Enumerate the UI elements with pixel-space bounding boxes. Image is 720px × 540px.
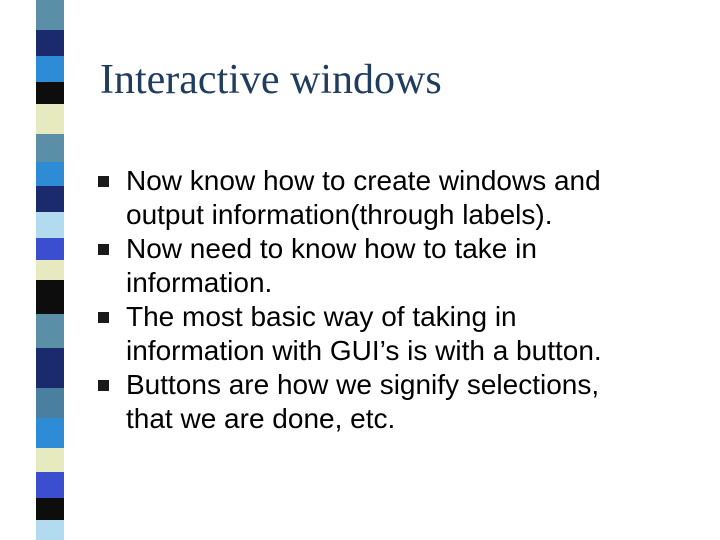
square-bullet-icon xyxy=(98,380,109,391)
strip-block xyxy=(36,498,64,520)
decorative-color-strip xyxy=(0,0,72,540)
strip-block xyxy=(36,472,64,498)
square-bullet-icon xyxy=(98,244,109,255)
square-bullet-icon xyxy=(98,312,109,323)
square-bullet-icon xyxy=(98,176,109,187)
bullet-item xyxy=(96,368,716,436)
strip-block xyxy=(36,260,64,280)
strip-block xyxy=(36,0,64,30)
bullet-item xyxy=(96,232,716,300)
bullet-item xyxy=(96,300,716,368)
strip-block xyxy=(36,30,64,56)
strip-block xyxy=(36,134,64,162)
strip-block xyxy=(36,82,64,104)
bullet-item xyxy=(96,164,716,232)
strip-block xyxy=(36,162,64,186)
strip-block xyxy=(36,280,64,314)
strip-block xyxy=(36,212,64,238)
strip-block xyxy=(36,104,64,134)
bullet-text: Now know how to create windows and output information(through labels). xyxy=(126,165,601,230)
strip-block xyxy=(36,388,64,418)
strip-block xyxy=(36,314,64,348)
strip-block xyxy=(36,448,64,472)
strip-block xyxy=(36,418,64,448)
bullet-list xyxy=(96,164,716,436)
slide-title: Interactive windows xyxy=(100,57,442,103)
bullet-text: The most basic way of taking in information with GUI’s is with a button. xyxy=(126,301,602,366)
bullet-text: Now need to know how to take in information. xyxy=(126,233,537,298)
strip-block xyxy=(36,186,64,212)
strip-block xyxy=(36,520,64,540)
strip-block xyxy=(36,238,64,260)
strip-block xyxy=(36,348,64,388)
strip-block xyxy=(36,56,64,82)
bullet-text: Buttons are how we signify selections, that we are done, etc. xyxy=(126,369,600,434)
